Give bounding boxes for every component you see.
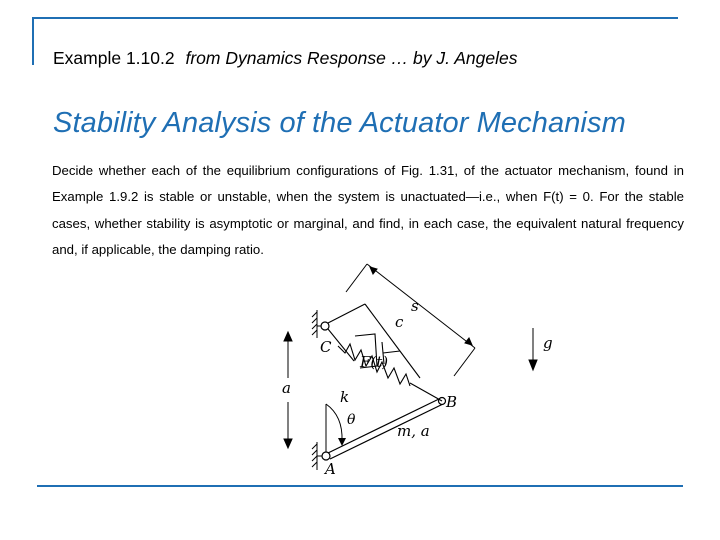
ground-support-c bbox=[312, 310, 317, 338]
label-force: F(t) bbox=[360, 353, 389, 371]
example-source: from Dynamics Response … by J. Angeles bbox=[185, 48, 518, 68]
footer-rule bbox=[37, 485, 683, 487]
label-k: k bbox=[340, 388, 350, 406]
header-rule-top bbox=[32, 17, 678, 19]
label-A: A bbox=[325, 460, 336, 478]
header-rule-left bbox=[32, 17, 34, 65]
pivot-c bbox=[321, 322, 329, 330]
actuator-mechanism-figure bbox=[270, 256, 570, 482]
label-c: c bbox=[395, 313, 404, 331]
label-a: a bbox=[282, 379, 291, 397]
example-header bbox=[53, 48, 517, 69]
slide-title: Stability Analysis of the Actuator Mechanism bbox=[53, 107, 626, 139]
label-theta: θ bbox=[347, 412, 356, 428]
label-s: s bbox=[411, 297, 419, 315]
angle-theta-arc bbox=[326, 404, 342, 441]
label-C: C bbox=[320, 338, 332, 356]
ground-support-a bbox=[312, 442, 317, 470]
label-B: B bbox=[446, 393, 458, 411]
gravity-arrow bbox=[529, 328, 537, 370]
label-m-a: m, a bbox=[397, 422, 430, 440]
problem-statement: Decide whether each of the equilibrium configurations of Fig. 1.31, of the actuator mechanism, found in Example 1.9.2 is stable or unstable, when the system is unactuated—i.e., when F(t) = 0. For the stable cases, whether stability is asymptotic or marginal, and find, in each case, the equivalent natural frequency and, if applicable, the damping ratio. bbox=[52, 163, 684, 258]
label-g: g bbox=[543, 334, 553, 352]
example-number: Example 1.10.2 bbox=[53, 48, 175, 68]
